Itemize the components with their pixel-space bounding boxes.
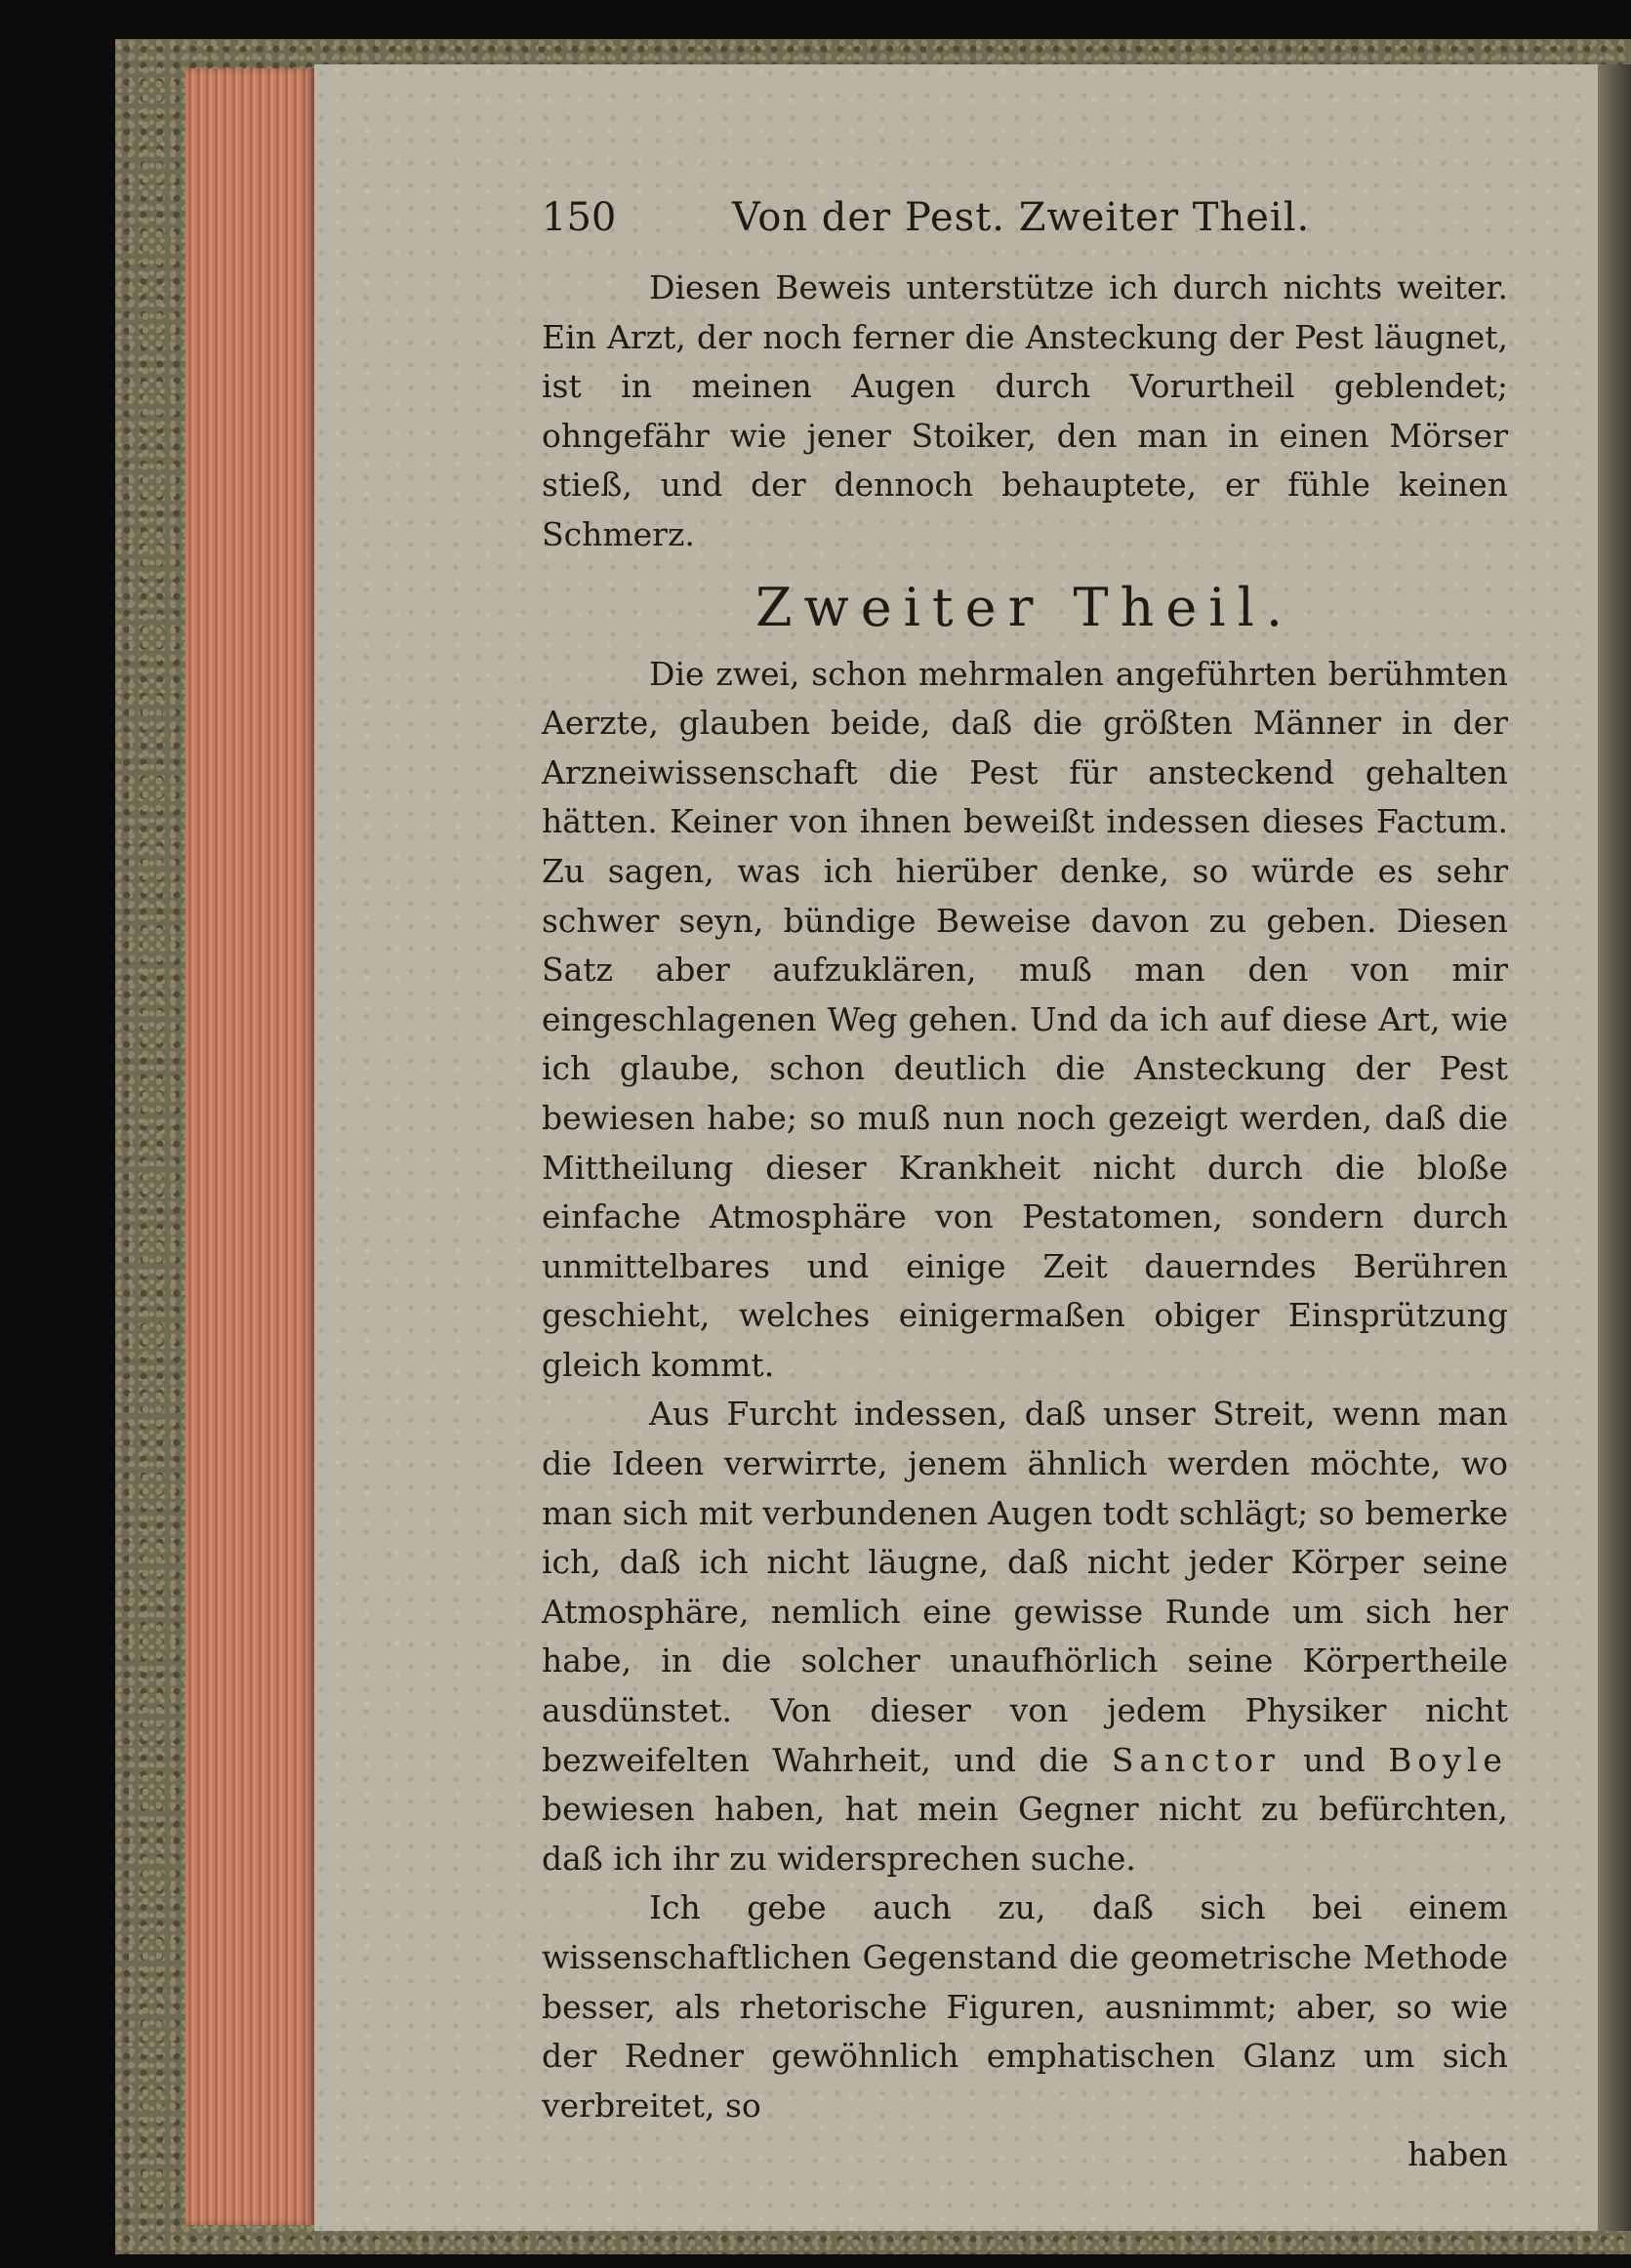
page-text (542, 185, 1508, 2180)
paragraph-1: Diesen Beweis unterstütze ich durch nichts weiter. Ein Arzt, der noch ferner die Ansteckung der Pest läugnet, ist in meinen Augen durch Vorurtheil geblendet; ohngefähr wie jener Stoiker, den man in einen Mörser stieß, und der dennoch behauptete, er fühle keinen Schmerz. (542, 268, 1508, 553)
paragraph-2: Die zwei, schon mehrmalen angeführten berühmten Aerzte, glauben beide, daß die größten Männer in der Arzneiwissenschaft die Pest für ansteckend gehalten hätten. Keiner von ihnen beweißt indessen dieses Factum. Zu sagen, was ich hierüber denke, so würde es sehr schwer seyn, bündige Beweise davon zu geben. Diesen Satz aber aufzuklären, muß man den von mir eingeschlagenen Weg gehen. Und da ich auf diese Art, wie ich glaube, schon deutlich die Ansteckung der Pest bewiesen habe; so muß nun noch gezeigt werden, daß die Mittheilung dieser Krankheit nicht durch die bloße einfache Atmosphäre von Pestatomen, sondern durch unmittelbares und einige Zeit dauerndes Berühren geschieht, welches einigermaßen obiger Einsprützung gleich kommt. (542, 654, 1508, 1384)
page-gutter (1598, 64, 1631, 2231)
paragraph-3-part-3: bewiesen haben, hat mein Gegner nicht zu befürchten, daß ich ihr zu widersprechen suche. (542, 1790, 1508, 1878)
paragraph-4: Ich gebe auch zu, daß sich bei einem wissenschaftlichen Gegenstand die geometrische Methode besser, als rhetorische Figuren, ausnimmt; aber, so wie der Redner gewöhnlich emphatischen Glanz um sich verbreitet, so (542, 1888, 1508, 2125)
page-number: 150 (542, 195, 617, 240)
paragraph-3 (542, 1390, 1508, 1883)
running-title: Von der Pest. Zweiter Theil. (732, 195, 1311, 240)
page-edges (185, 68, 314, 2225)
page-header (542, 185, 1508, 244)
name-sanctor: Sanctor (1111, 1740, 1281, 1779)
paragraph-3-part-1: Aus Furcht indessen, daß unser Streit, wenn man die Ideen verwirrte, jenem ähnlich werden möchte, wo man sich mit verbundenen Augen todt schlägt; so bemerke ich, daß ich nicht läugne, daß nicht jeder Körper seine Atmosphäre, nemlich eine gewisse Runde um sich her habe, in die solcher unaufhörlich seine Körpertheile ausdünstet. Von dieser von jedem Physiker nicht bezweifelten Wahrheit, und die (542, 1395, 1508, 1779)
name-boyle: Boyle (1388, 1740, 1508, 1779)
section-title: Zweiter Theil. (754, 576, 1295, 638)
paragraph-3-part-2: und (1303, 1740, 1366, 1779)
catchword: haben (1407, 2135, 1508, 2174)
